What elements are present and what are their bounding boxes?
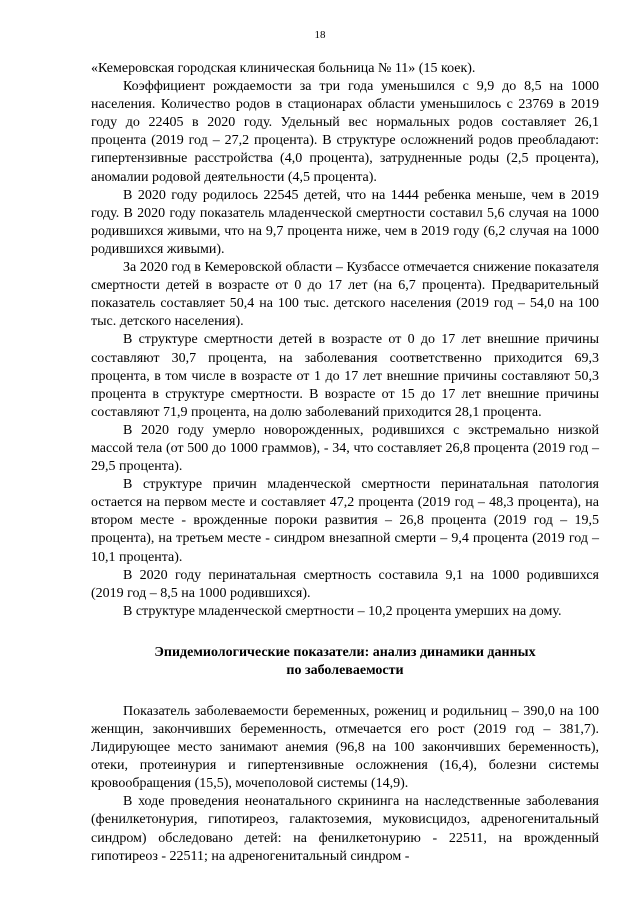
paragraph: Показатель заболеваемости беременных, рожениц и родильниц – 390,0 на 100 женщин, закончивших беременность, отмечается его рост (2019 год – 381,7). Лидирующее место занимают анемия (96,8 на 100 закончивших беременность), отеки, протеинурия и гипертензивные осложнения (16,4), болезни системы кровообращения (15,5), мочеполовой системы (14,9). bbox=[91, 703, 599, 792]
section-heading-line: по заболеваемости bbox=[286, 662, 404, 678]
document-body bbox=[91, 60, 599, 866]
paragraph: В 2020 году перинатальная смертность составила 9,1 на 1000 родившихся (2019 год – 8,5 на 1000 родившихся). bbox=[91, 567, 599, 601]
section-heading bbox=[91, 644, 599, 680]
paragraph: В 2020 году родилось 22545 детей, что на 1444 ребенка меньше, чем в 2019 году. В 2020 году показатель младенческой смертности составил 5,6 случая на 1000 родившихся живыми, что на 9,7 процента ниже, чем в 2019 году (6,2 случая на 1000 родившихся живыми). bbox=[91, 187, 599, 257]
paragraph: В ходе проведения неонатального скрининга на наследственные заболевания (фенилкетонурия, гипотиреоз, галактоземия, муковисцидоз, адреногенитальный синдром) обследовано детей: на фенилкетонурию - 22511, на врожденный гипотиреоз - 22511; на адреногенитальный синдром - bbox=[91, 794, 599, 864]
paragraph: «Кемеровская городская клиническая больница № 11» (15 коек). bbox=[91, 61, 476, 76]
page-number: 18 bbox=[314, 29, 326, 41]
paragraph: В структуре смертности детей в возрасте от 0 до 17 лет внешние причины составляют 30,7 процента, на заболевания соответственно приходится 69,3 процента, в том числе в возрасте от 1 до 17 лет внешние причины составляют 50,3 процента в структуре смертности. В возрасте от 15 до 17 лет внешние причины составляют 71,9 процента, на долю заболеваний приходится 28,1 процента. bbox=[91, 332, 599, 420]
paragraph: В структуре младенческой смертности – 10,2 процента умерших на дому. bbox=[123, 603, 562, 619]
paragraph: Коэффициент рождаемости за три года уменьшился с 9,9 до 8,5 на 1000 населения. Количество родов в стационарах области уменьшилось с 23769 в 2019 году до 22405 в 2020 году. Удельный вес нормальных родов составляет 26,1 процента (2019 год – 27,2 процента). В структуре осложнений родов преобладают: гипертензивные расстройства (4,0 процента), затрудненные роды (2,5 процента), аномалии родовой деятельности (4,5 процента). bbox=[91, 79, 599, 185]
section-heading-line: Эпидемиологические показатели: анализ динамики данных bbox=[154, 644, 536, 660]
paragraph: В 2020 году умерло новорожденных, родившихся с экстремально низкой массой тела (от 500 до 1000 граммов), - 34, что составляет 26,8 процента (2019 год – 29,5 процента). bbox=[91, 422, 599, 475]
paragraph: В структуре причин младенческой смертности перинатальная патология остается на первом месте и составляет 47,2 процента (2019 год – 48,3 процента), на втором месте - врожденные пороки развития – 26,8 процента (2019 год – 19,5 процента), на третьем месте - синдром внезапной смерти – 9,4 процента (2019 год – 10,1 процента). bbox=[91, 477, 599, 565]
paragraph: За 2020 год в Кемеровской области – Кузбассе отмечается снижение показателя смертности детей в возрасте от 0 до 17 лет (на 6,7 процента). Предварительный показатель составляет 50,4 на 100 тыс. детского населения (2019 год – 54,0 на 100 тыс. детского населения). bbox=[91, 260, 599, 330]
